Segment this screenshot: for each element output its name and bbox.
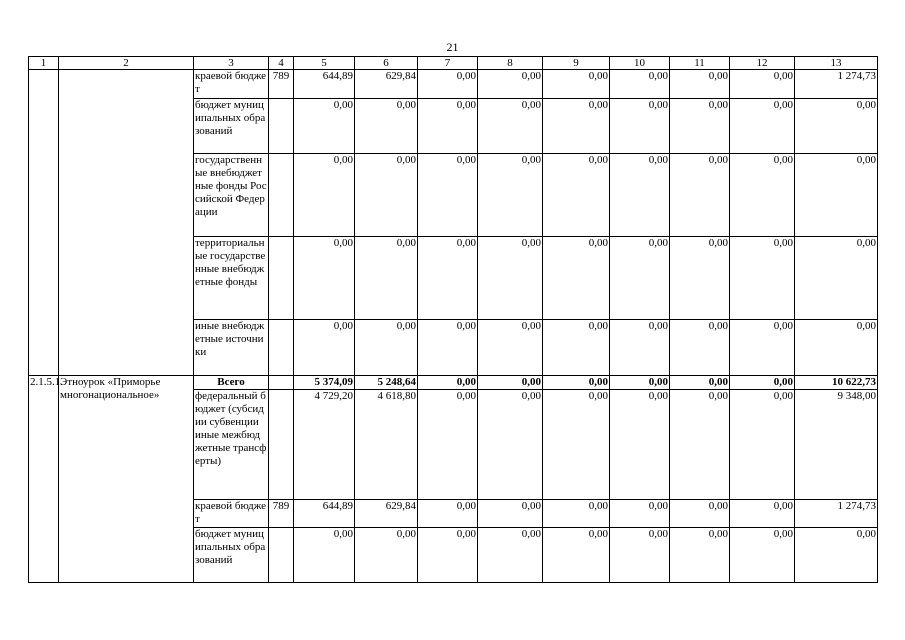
- funding-source: иные внебюджетные источники: [194, 320, 269, 376]
- value-cell: 5 248,64: [355, 376, 418, 390]
- code-cell: [269, 154, 294, 237]
- page-number: 21: [446, 40, 459, 54]
- value-cell: 0,00: [355, 237, 418, 320]
- value-cell: 0,00: [670, 500, 730, 528]
- value-cell: 0,00: [610, 320, 670, 376]
- value-cell: 0,00: [670, 237, 730, 320]
- column-number: 7: [418, 57, 478, 70]
- value-cell: 0,00: [355, 99, 418, 154]
- funding-source: бюджет муниципальных образований: [194, 99, 269, 154]
- value-cell: 0,00: [795, 320, 878, 376]
- value-cell: 0,00: [670, 320, 730, 376]
- value-cell: 0,00: [418, 528, 478, 583]
- value-cell: 0,00: [294, 99, 355, 154]
- value-cell: 0,00: [730, 528, 795, 583]
- value-cell: 0,00: [670, 528, 730, 583]
- value-cell: 0,00: [478, 528, 543, 583]
- value-cell: 0,00: [418, 237, 478, 320]
- value-cell: 0,00: [610, 70, 670, 99]
- item-id-cell: [29, 70, 59, 376]
- value-cell: 0,00: [610, 154, 670, 237]
- value-cell: 0,00: [543, 320, 610, 376]
- value-cell: 0,00: [610, 99, 670, 154]
- code-cell: [269, 320, 294, 376]
- value-cell: 0,00: [730, 320, 795, 376]
- value-cell: 0,00: [670, 154, 730, 237]
- value-cell: 0,00: [610, 528, 670, 583]
- value-cell: 629,84: [355, 500, 418, 528]
- value-cell: 5 374,09: [294, 376, 355, 390]
- value-cell: 0,00: [543, 500, 610, 528]
- value-cell: 644,89: [294, 70, 355, 99]
- value-cell: 0,00: [418, 154, 478, 237]
- value-cell: 0,00: [478, 154, 543, 237]
- value-cell: 0,00: [610, 390, 670, 500]
- value-cell: 0,00: [294, 528, 355, 583]
- value-cell: 0,00: [610, 376, 670, 390]
- value-cell: 0,00: [543, 390, 610, 500]
- column-number: 5: [294, 57, 355, 70]
- column-number: 11: [670, 57, 730, 70]
- value-cell: 0,00: [795, 237, 878, 320]
- value-cell: 0,00: [730, 70, 795, 99]
- value-cell: 0,00: [730, 390, 795, 500]
- value-cell: 0,00: [418, 376, 478, 390]
- value-cell: 1 274,73: [795, 500, 878, 528]
- value-cell: 0,00: [670, 376, 730, 390]
- item-name-cell: Этноурок «Приморье многонациональное»: [59, 376, 194, 583]
- funding-source-total: Всего: [194, 376, 269, 390]
- code-cell: [269, 376, 294, 390]
- code-cell: [269, 237, 294, 320]
- funding-source: территориальные государственные внебюджетные фонды: [194, 237, 269, 320]
- value-cell: 0,00: [418, 70, 478, 99]
- code-cell: [269, 99, 294, 154]
- value-cell: 0,00: [478, 500, 543, 528]
- column-number: 8: [478, 57, 543, 70]
- value-cell: 0,00: [478, 237, 543, 320]
- value-cell: 0,00: [418, 500, 478, 528]
- value-cell: 0,00: [543, 528, 610, 583]
- value-cell: 9 348,00: [795, 390, 878, 500]
- value-cell: 0,00: [294, 320, 355, 376]
- value-cell: 0,00: [795, 99, 878, 154]
- value-cell: 0,00: [610, 237, 670, 320]
- value-cell: 0,00: [294, 237, 355, 320]
- value-cell: 0,00: [478, 390, 543, 500]
- item-id-cell: 2.1.5.1.: [29, 376, 59, 583]
- value-cell: 0,00: [670, 390, 730, 500]
- code-cell: 789: [269, 500, 294, 528]
- column-number: 10: [610, 57, 670, 70]
- value-cell: 0,00: [418, 99, 478, 154]
- table-row: [29, 70, 878, 99]
- value-cell: 629,84: [355, 70, 418, 99]
- column-number: 13: [795, 57, 878, 70]
- value-cell: 0,00: [355, 320, 418, 376]
- column-number: 6: [355, 57, 418, 70]
- value-cell: 0,00: [543, 99, 610, 154]
- value-cell: 0,00: [730, 154, 795, 237]
- value-cell: 0,00: [418, 320, 478, 376]
- value-cell: 0,00: [543, 237, 610, 320]
- value-cell: 0,00: [543, 70, 610, 99]
- code-cell: [269, 390, 294, 500]
- funding-source: краевой бюджет: [194, 500, 269, 528]
- value-cell: 0,00: [795, 154, 878, 237]
- funding-source: федеральный бюджет (субсидии субвенции иные межбюджетные трансферты): [194, 390, 269, 500]
- value-cell: 4 729,20: [294, 390, 355, 500]
- funding-source: краевой бюджет: [194, 70, 269, 99]
- column-number: 9: [543, 57, 610, 70]
- value-cell: 1 274,73: [795, 70, 878, 99]
- budget-table: [28, 56, 878, 583]
- code-cell: 789: [269, 70, 294, 99]
- value-cell: 0,00: [294, 154, 355, 237]
- funding-source: государственные внебюджетные фонды Российской Федерации: [194, 154, 269, 237]
- column-numbers-row: [29, 57, 878, 70]
- column-number: 4: [269, 57, 294, 70]
- value-cell: 0,00: [543, 376, 610, 390]
- column-number: 1: [29, 57, 59, 70]
- value-cell: 10 622,73: [795, 376, 878, 390]
- value-cell: 0,00: [730, 376, 795, 390]
- value-cell: 4 618,80: [355, 390, 418, 500]
- value-cell: 0,00: [478, 376, 543, 390]
- column-number: 2: [59, 57, 194, 70]
- value-cell: 644,89: [294, 500, 355, 528]
- column-number: 12: [730, 57, 795, 70]
- value-cell: 0,00: [478, 70, 543, 99]
- column-number: 3: [194, 57, 269, 70]
- code-cell: [269, 528, 294, 583]
- value-cell: 0,00: [730, 237, 795, 320]
- value-cell: 0,00: [478, 320, 543, 376]
- value-cell: 0,00: [670, 99, 730, 154]
- value-cell: 0,00: [730, 99, 795, 154]
- item-name-cell: [59, 70, 194, 376]
- value-cell: 0,00: [355, 154, 418, 237]
- value-cell: 0,00: [795, 528, 878, 583]
- value-cell: 0,00: [670, 70, 730, 99]
- value-cell: 0,00: [355, 528, 418, 583]
- value-cell: 0,00: [418, 390, 478, 500]
- value-cell: 0,00: [730, 500, 795, 528]
- value-cell: 0,00: [610, 500, 670, 528]
- value-cell: 0,00: [478, 99, 543, 154]
- funding-source: бюджет муниципальных образований: [194, 528, 269, 583]
- table-row-total: [29, 376, 878, 390]
- value-cell: 0,00: [543, 154, 610, 237]
